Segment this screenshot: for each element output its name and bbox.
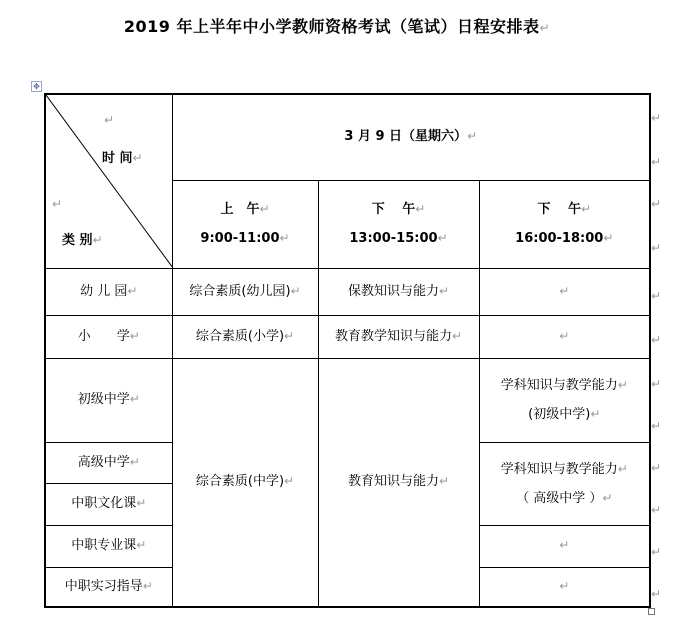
row-end-marks: ↵ ↵ ↵ ↵ ↵ ↵ ↵ ↵ ↵ ↵ ↵ ↵ [651,111,662,601]
category-cell: 高级中学↵ [45,442,172,483]
session-header-3: 下 午↵ 16:00-18:00↵ [479,180,650,268]
category-cell: 初级中学↵ [45,358,172,442]
session-header-2: 下 午↵ 13:00-15:00↵ [318,180,479,268]
table-resize-handle[interactable] [648,608,655,615]
table-row [45,358,650,442]
empty-cell: ↵ [479,315,650,358]
exam-cell: 学科知识与教学能力↵ (初级中学)↵ [479,358,650,442]
exam-cell-merged: 教育知识与能力↵ [318,358,479,607]
time-label: 时 间↵ [102,151,143,166]
category-cell: 中职专业课↵ [45,525,172,567]
exam-cell: 保教知识与能力↵ [318,268,479,315]
exam-cell: 综合素质(幼儿园)↵ [172,268,318,315]
category-cell: 幼 儿 园↵ [45,268,172,315]
table-row [45,268,650,315]
category-cell: 中职实习指导↵ [45,567,172,607]
category-cell: 中职文化课↵ [45,483,172,525]
empty-cell: ↵ [479,268,650,315]
exam-cell: 综合素质(小学)↵ [172,315,318,358]
category-cell: 小 学↵ [45,315,172,358]
schedule-table [44,93,651,608]
date-header: 3 月 9 日（星期六）↵ [172,94,650,180]
table-row [45,315,650,358]
session-header-1: 上 午↵ 9:00-11:00↵ [172,180,318,268]
empty-cell: ↵ [479,567,650,607]
exam-cell: 学科知识与教学能力↵ （ 高级中学 ）↵ [479,442,650,525]
category-label: 类 别↵ [62,233,103,248]
exam-cell-merged: 综合素质(中学)↵ [172,358,318,607]
exam-cell: 教育教学知识与能力↵ [318,315,479,358]
diagonal-header-cell: ↵ 时 间↵ ↵ 类 别↵ [45,94,172,268]
empty-cell: ↵ [479,525,650,567]
table-move-handle-icon[interactable]: ✥ [31,81,42,92]
page-title: 2019 年上半年中小学教师资格考试（笔试）日程安排表↵ [123,17,551,36]
